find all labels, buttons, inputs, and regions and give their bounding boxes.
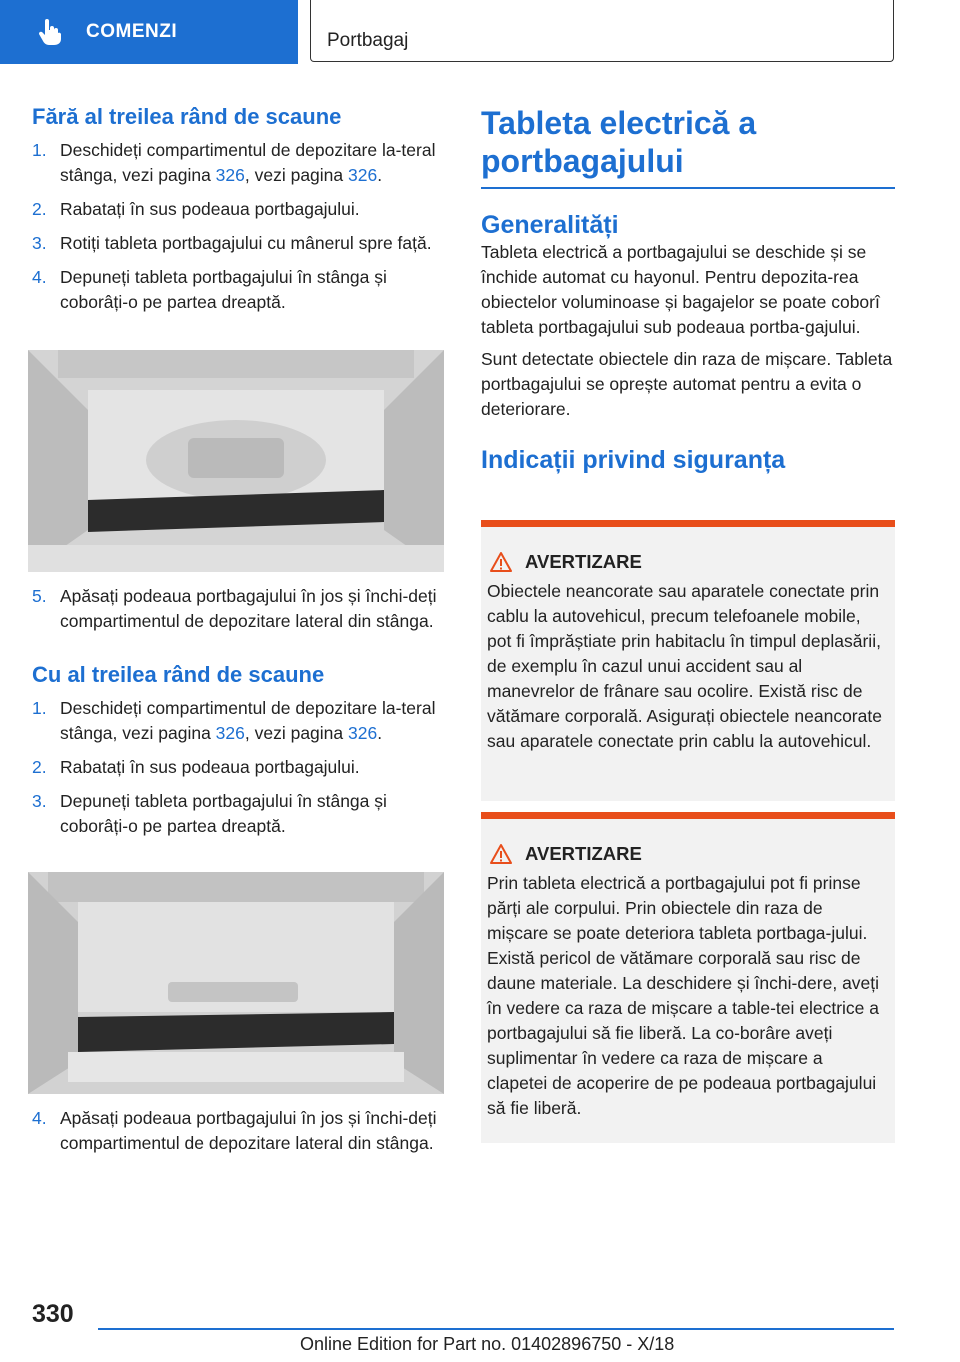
step-text: Apăsați podeaua portbagajului în jos și închi‐deți compartimentul de depozitare lateral din stânga. — [60, 1108, 437, 1153]
warning-box-2 — [481, 812, 895, 1143]
edition-text: Online Edition for Part no. 01402896750 - X/18 — [300, 1334, 675, 1354]
general-title: Generalități — [481, 211, 619, 239]
page-link[interactable]: 326 — [215, 723, 245, 743]
step-text: Depuneți tableta portbagajului în stânga și coborâți-o pe partea dreaptă. — [60, 267, 387, 312]
footer-rule — [98, 1328, 894, 1330]
step-number: 4. — [32, 1108, 47, 1128]
page-link[interactable]: 326 — [215, 165, 245, 185]
step-number: 2. — [32, 199, 47, 219]
section-1-steps-cont — [32, 584, 448, 634]
trunk-photo-1 — [28, 350, 444, 572]
title-rule — [481, 187, 895, 189]
left-section-2-cont — [32, 1097, 448, 1156]
right-column — [481, 104, 895, 473]
step-text — [60, 696, 448, 746]
list-item — [32, 265, 448, 315]
trunk-photo-2 — [28, 872, 444, 1094]
page-title: Tableta electrică a portbagajului — [481, 105, 757, 179]
list-item — [32, 197, 448, 222]
step-text-part: , vezi pagina — [244, 723, 348, 743]
list-item — [32, 584, 448, 634]
step-text — [60, 138, 448, 188]
step-number: 1. — [32, 698, 47, 718]
warning-text: Prin tableta electrică a portbagajului pot fi prinse părți ale corpului. Prin obiectele din raza de mișcare se poate deteriora tableta portbaga‐jului. Există pericol de vătămare corporală sau risc de daune materiale. La deschidere și închi‐dere, aveți în vedere ca raza de mișcare a table‐tei electrice a portbagajului să fie liberă. La co‐borâre aveți suplimentar în vedere ca raza de mișcare a clapetei de acoperire de pe podeaua portbagajului să fie liberă. — [487, 873, 880, 1118]
warning-text: Obiectele neancorate sau aparatele conectate prin cablu la autovehicul, precum telefoanele mobile, pot fi împrăștiate prin habitaclu în timpul deplasării, de exemplu în cazul unui accident sau al manevrelor de frânare sau ocolire. Există risc de vătămare corporală. Asigurați obiectele neancorate sau aparatele conectate prin cablu la autovehicul. — [487, 581, 882, 751]
general-paragraph-2: Sunt detectate obiectele din raza de mișcare. Tableta portbagajului se oprește automat pentru a evita o deteriorare. — [481, 349, 893, 419]
section-1-steps — [32, 138, 448, 315]
step-text-part: Deschideți compartimentul de depozitare la‐teral stânga, vezi pagina — [60, 698, 436, 743]
step-text: Rabatați în sus podeaua portbagajului. — [60, 757, 360, 777]
step-number: 3. — [32, 791, 47, 811]
list-item — [32, 1106, 448, 1156]
section-2-title: Cu al treilea rând de scaune — [32, 662, 325, 687]
page-link[interactable]: 326 — [348, 723, 378, 743]
section-1-title: Fără al treilea rând de scaune — [32, 104, 342, 129]
step-number: 1. — [32, 140, 47, 160]
step-text-part: . — [377, 723, 383, 743]
warning-label: AVERTIZARE — [525, 843, 642, 864]
section-tab[interactable] — [310, 0, 894, 62]
warning-label: AVERTIZARE — [525, 551, 642, 572]
step-text-part: Deschideți compartimentul de depozitare la‐teral stânga, vezi pagina — [60, 140, 436, 185]
step-number: 3. — [32, 233, 47, 253]
warning-triangle-icon — [489, 843, 513, 865]
safety-title: Indicații privind siguranța — [481, 446, 786, 474]
list-item — [32, 696, 448, 746]
step-number: 4. — [32, 267, 47, 287]
chapter-label: COMENZI — [86, 21, 178, 42]
chapter-tab[interactable] — [0, 0, 298, 64]
step-number: 5. — [32, 586, 47, 606]
left-section-1 — [32, 104, 448, 315]
warning-box-1 — [481, 520, 895, 801]
step-text: Rotiți tableta portbagajului cu mânerul spre față. — [60, 233, 432, 253]
general-paragraph-1: Tableta electrică a portbagajului se deschide și se închide automat cu hayonul. Pentru depozita‐rea obiectelor voluminoase și bagajelor se poate coborî tableta portbagajului sub podeaua portba‐gajului. — [481, 242, 880, 337]
list-item — [32, 138, 448, 188]
section-2-steps — [32, 696, 448, 839]
list-item — [32, 755, 448, 780]
step-text-part: . — [377, 165, 383, 185]
warning-triangle-icon — [489, 551, 513, 573]
list-item — [32, 231, 448, 256]
page-number: 330 — [32, 1300, 74, 1328]
step-text: Rabatați în sus podeaua portbagajului. — [60, 199, 360, 219]
step-number: 2. — [32, 757, 47, 777]
hand-pointer-icon — [36, 18, 64, 46]
step-text: Depuneți tableta portbagajului în stânga și coborâți-o pe partea dreaptă. — [60, 791, 387, 836]
section-2-steps-cont — [32, 1106, 448, 1156]
page-link[interactable]: 326 — [348, 165, 378, 185]
left-section-1-cont — [32, 575, 448, 839]
list-item — [32, 789, 448, 839]
step-text: Apăsați podeaua portbagajului în jos și închi‐deți compartimentul de depozitare lateral din stânga. — [60, 586, 437, 631]
step-text-part: , vezi pagina — [244, 165, 348, 185]
section-label: Portbagaj — [327, 30, 409, 51]
